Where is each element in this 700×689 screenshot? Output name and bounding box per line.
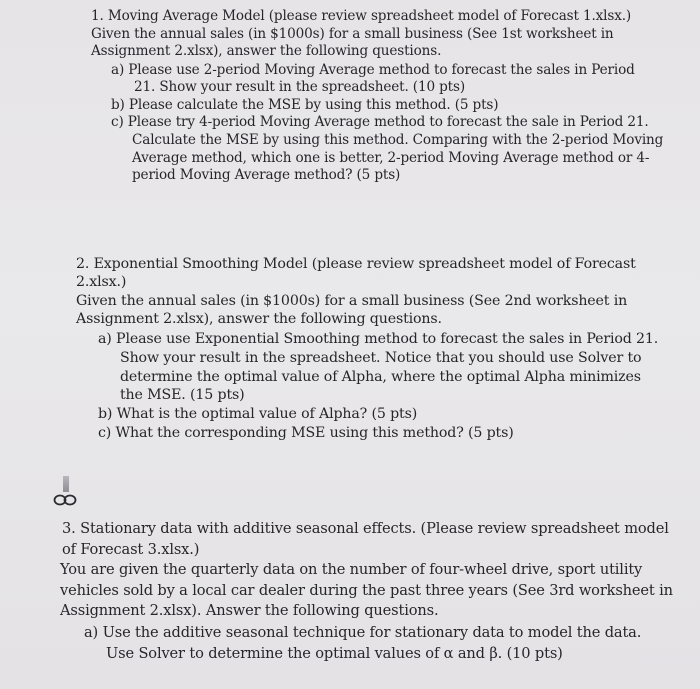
- section2-heading-cont: 2.xlsx.): [76, 274, 127, 290]
- section1-heading: 1. Moving Average Model (please review spreadsheet model of Forecast 1.xlsx.): [91, 8, 632, 24]
- section2-question-a-cont: determine the optimal value of Alpha, where the optimal Alpha minimizes: [120, 369, 641, 385]
- section2-text: Given the annual sales (in $1000s) for a small business (See 2nd worksheet in: [76, 293, 628, 309]
- section2-question-b: b) What is the optimal value of Alpha? (5 pts): [98, 406, 418, 422]
- section3-question-a-cont: Use Solver to determine the optimal values of α and β. (10 pts): [106, 645, 563, 662]
- section1-text: Assignment 2.xlsx), answer the following questions.: [91, 43, 442, 59]
- section2-question-a-cont: Show your result in the spreadsheet. Notice that you should use Solver to: [120, 350, 642, 366]
- section3-text: You are given the quarterly data on the number of four-wheel drive, sport utility: [60, 561, 643, 578]
- section2-text: Assignment 2.xlsx), answer the following questions.: [76, 311, 442, 327]
- section3-heading: 3. Stationary data with additive seasonal effects. (Please review spreadsheet model: [62, 520, 669, 537]
- section3-text: Assignment 2.xlsx). Answer the following questions.: [60, 602, 439, 619]
- section1-text: Given the annual sales (in $1000s) for a small business (See 1st worksheet in: [91, 26, 614, 42]
- section3-heading-cont: of Forecast 3.xlsx.): [62, 541, 200, 558]
- section1-question-a: a) Please use 2-period Moving Average method to forecast the sales in Period: [111, 62, 635, 78]
- section3-question-a: a) Use the additive seasonal technique for stationary data to model the data.: [84, 624, 642, 641]
- section2-heading: 2. Exponential Smoothing Model (please review spreadsheet model of Forecast: [76, 256, 636, 272]
- section1-question-c: c) Please try 4-period Moving Average method to forecast the sale in Period 21.: [111, 114, 649, 130]
- binder-ring-icon: [53, 494, 77, 506]
- section1-question-c-cont: period Moving Average method? (5 pts): [132, 167, 401, 183]
- section2-question-a-cont: the MSE. (15 pts): [120, 387, 245, 403]
- section2-question-c: c) What the corresponding MSE using this method? (5 pts): [98, 425, 514, 441]
- section1-question-c-cont: Average method, which one is better, 2-period Moving Average method or 4-: [132, 150, 650, 166]
- section1-question-b: b) Please calculate the MSE by using this method. (5 pts): [111, 97, 499, 113]
- section3-text: vehicles sold by a local car dealer during the past three years (See 3rd worksheet in: [60, 582, 673, 599]
- section1-question-c-cont: Calculate the MSE by using this method. Comparing with the 2-period Moving: [132, 132, 664, 148]
- section1-question-a-cont: 21. Show your result in the spreadsheet. (10 pts): [134, 79, 465, 95]
- section2-question-a: a) Please use Exponential Smoothing method to forecast the sales in Period 21.: [98, 331, 659, 347]
- binder-clip: [63, 476, 69, 492]
